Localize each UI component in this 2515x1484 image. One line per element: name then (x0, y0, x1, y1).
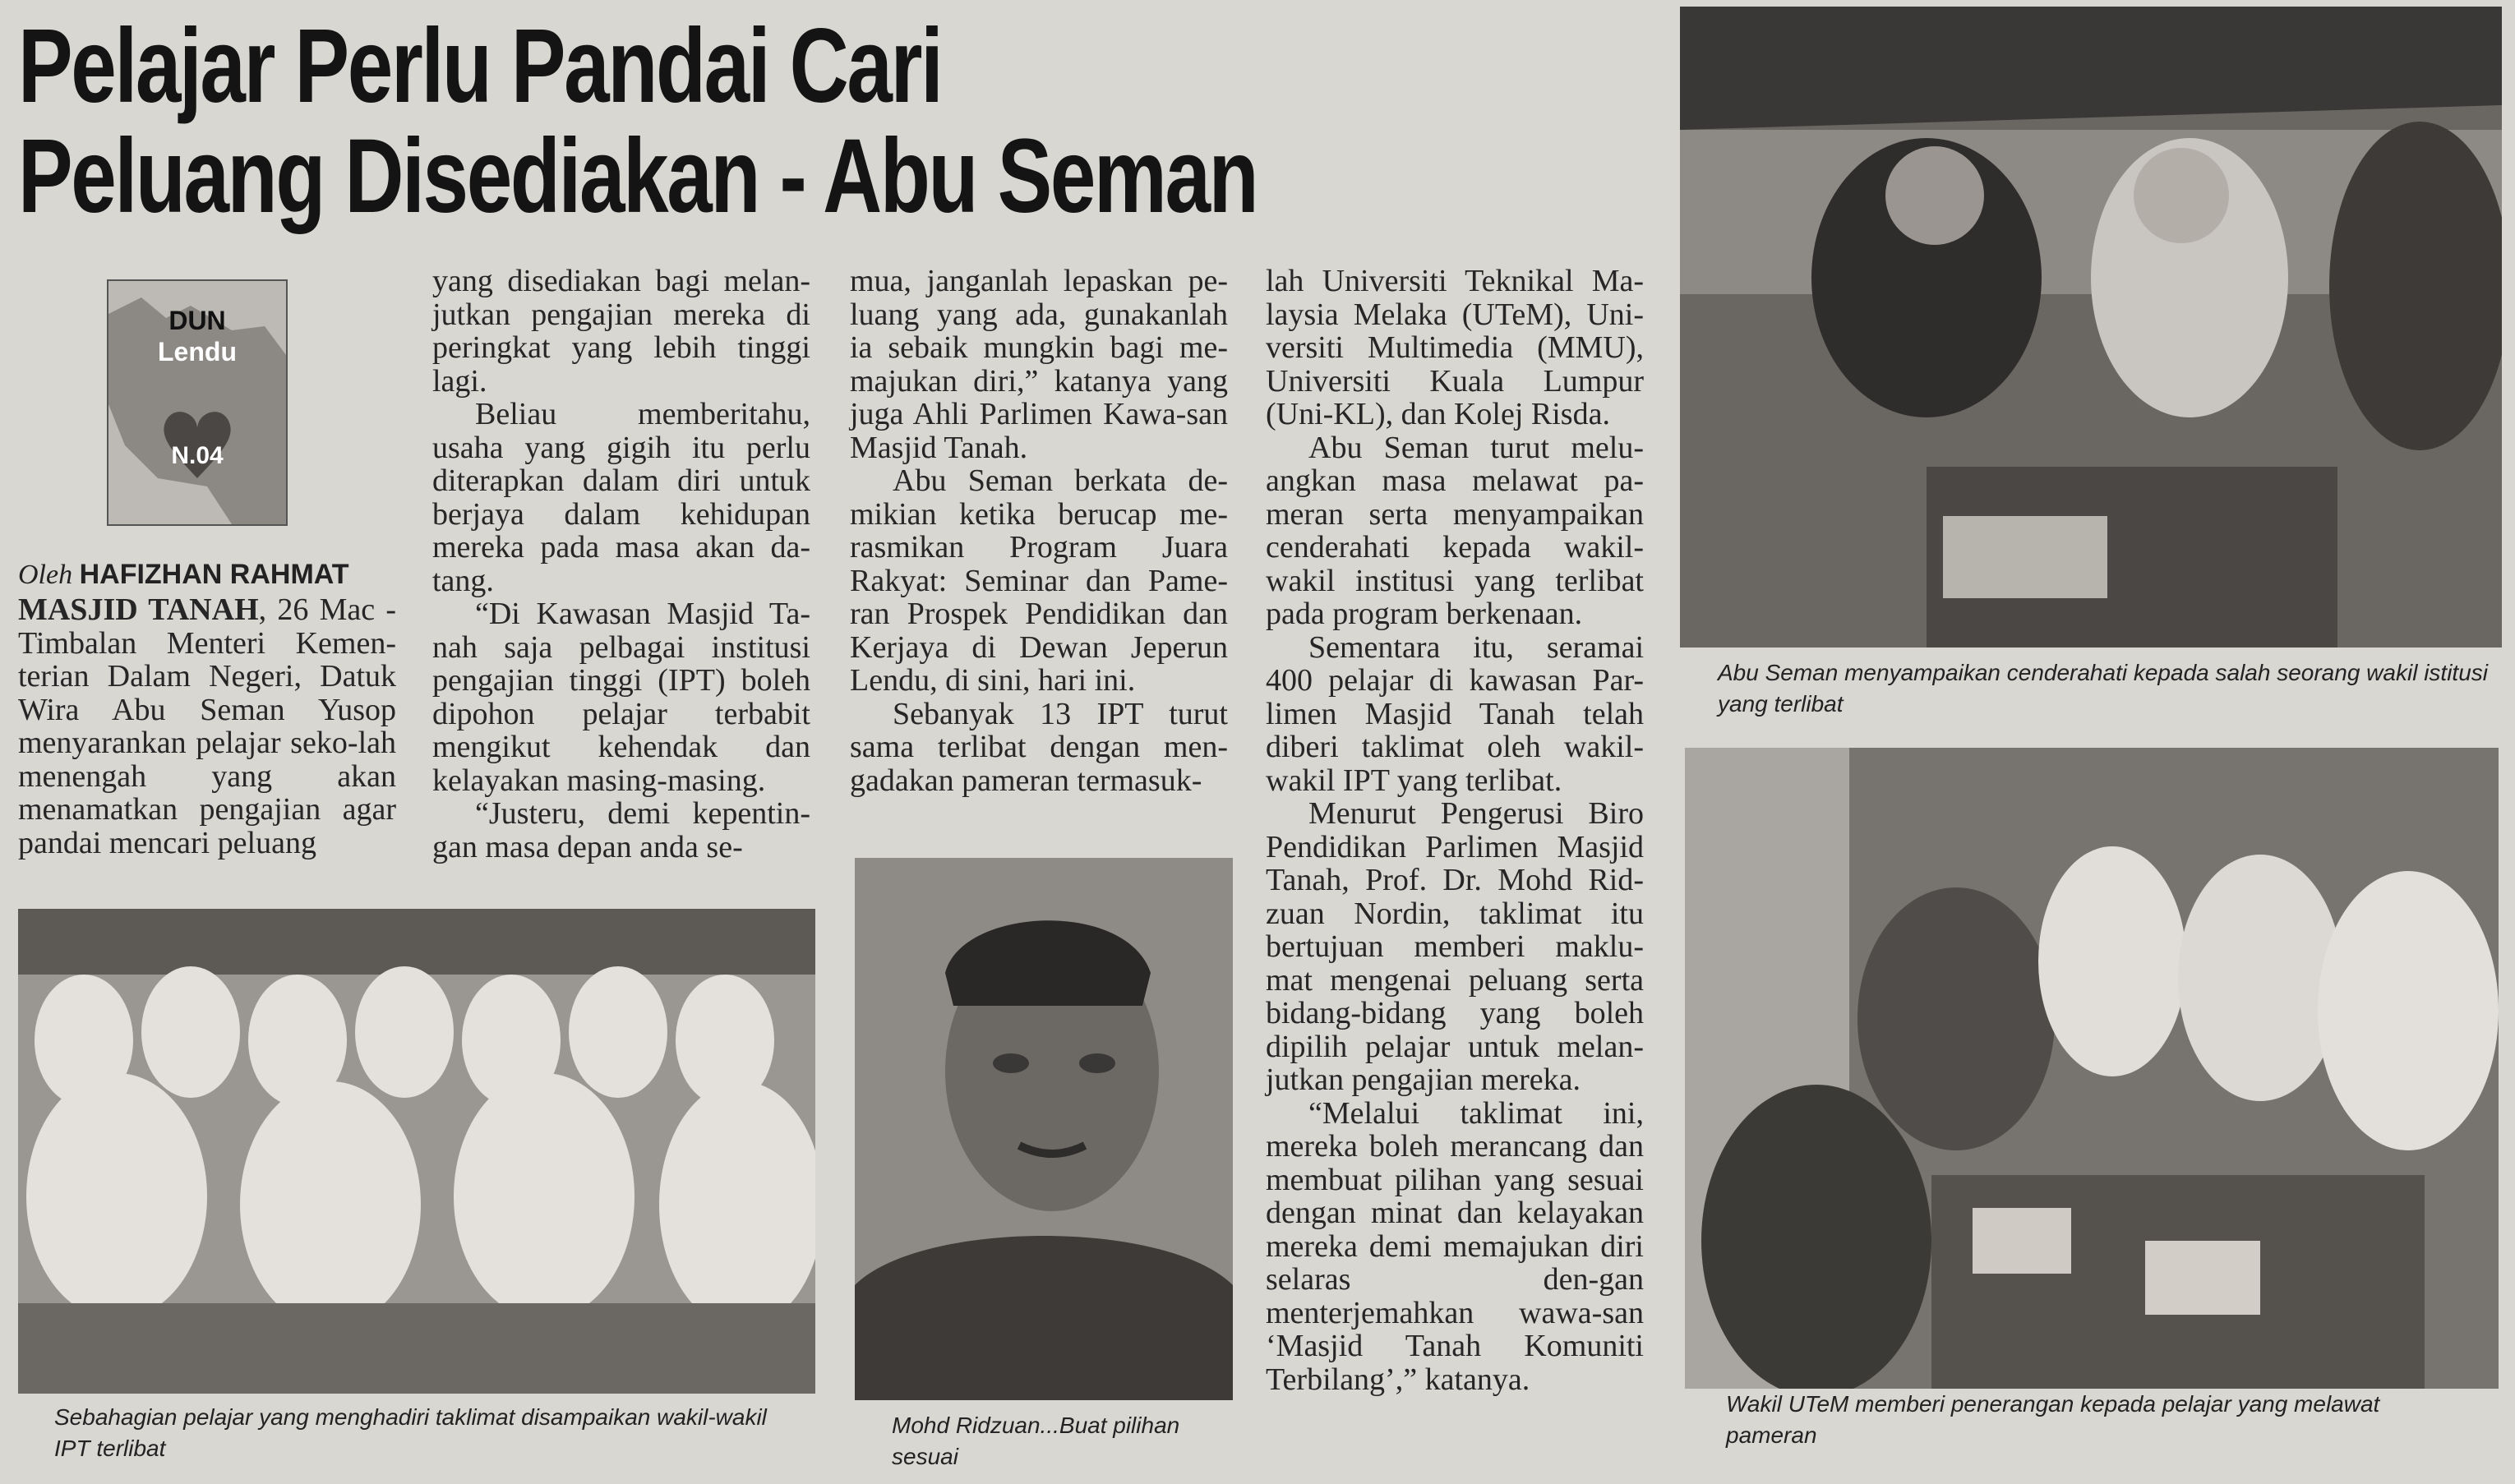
badge-code: N.04 (171, 442, 224, 469)
article-column-2 (432, 265, 810, 864)
article-paragraph: lah Universiti Teknikal Ma-laysia Melaka (UTeM), Uni-versiti Multimedia (MMU), Universiti Kuala Lumpur (Uni-KL), dan Kolej Risda. (1266, 264, 1644, 431)
byline-author: HAFIZHAN RAHMAT (79, 559, 349, 590)
byline-prefix: Oleh (18, 560, 73, 590)
article-paragraph: yang disediakan bagi melan-jutkan pengajian mereka di peringkat yang lebih tinggi lagi. (432, 264, 810, 399)
article-paragraph (18, 593, 396, 860)
article-column-4 (1266, 265, 1644, 1396)
photo-students (18, 909, 815, 1394)
caption-top-right: Abu Seman menyampaikan cenderahati kepada salah seorang wakil istitusi yang terlibat (1718, 660, 2488, 717)
article-paragraph: mua, janganlah lepaskan pe-luang yang ada, gunakanlah ia sebaik mungkin bagi me-majukan diri,” katanya yang juga Ahli Parlimen Kawa-san Masjid Tanah. (850, 264, 1228, 465)
photo-image (855, 858, 1233, 1400)
article-paragraph: Sementara itu, seramai 400 pelajar di kawasan Par-limen Masjid Tanah telah diberi taklimat oleh wakil-wakil IPT yang terlibat. (1266, 629, 1644, 798)
dun-badge (107, 279, 288, 526)
badge-line-2: Lendu (158, 337, 237, 366)
badge-line-1: DUN (168, 306, 226, 335)
article-paragraph: “Justeru, demi kepentin-gan masa depan anda se- (432, 796, 810, 864)
article-column-3 (850, 265, 1228, 797)
article-paragraph: Sebanyak 13 IPT turut sama terlibat dengan men-gadakan pameran termasuk- (850, 696, 1228, 798)
article-column-1 (18, 593, 396, 860)
photo-utem-booth (1685, 748, 2499, 1389)
caption-bottom-left: Sebahagian pelajar yang menghadiri taklimat disampaikan wakil-wakil IPT terlibat (54, 1404, 767, 1461)
article-paragraph: Abu Seman turut melu-angkan masa melawat pa-meran serta menyampaikan cenderahati kepada wakil-wakil institusi yang terlibat pada program berkenaan. (1266, 430, 1644, 631)
photo-image (18, 909, 815, 1394)
photo-image (1685, 748, 2499, 1389)
caption-bottom-right: Wakil UTeM memberi penerangan kepada pelajar yang melawat pameran (1726, 1391, 2380, 1448)
article-paragraph: Abu Seman berkata de-mikian ketika berucap me-rasmikan Program Juara Rakyat: Seminar dan Pame-ran Prospek Pendidikan dan Kerjaya di Dewan Jeperun Lendu, di sini, hari ini. (850, 463, 1228, 698)
article-paragraph: “Di Kawasan Masjid Ta-nah saja pelbagai institusi pengajian tinggi (IPT) boleh dipohon pelajar terbabit mengikut kehendak dan kelayakan masing-masing. (432, 597, 810, 798)
photo-image (1680, 7, 2502, 648)
photo-souvenir-presentation (1680, 7, 2502, 648)
headline (18, 7, 1300, 235)
byline (18, 559, 371, 591)
article-paragraph: “Melalui taklimat ini, mereka boleh merancang dan membuat pilihan yang sesuai dengan minat dan kelayakan mereka demi memajukan diri selaras den-gan menterjemahkan wawa-san ‘Masjid Tanah Komuniti Terbilang’,” katanya. (1266, 1095, 1644, 1397)
caption-bottom-middle: Mohd Ridzuan...Buat pilihan sesuai (892, 1413, 1180, 1469)
article-paragraph: Beliau memberitahu, usaha yang gigih itu perlu diterapkan dalam diri untuk berjaya dalam kehidupan mereka pada masa akan da-tang. (432, 397, 810, 598)
lede-text: , 26 Mac - Timbalan Menteri Kemen-terian Dalam Negeri, Datuk Wira Abu Seman Yusop menyarankan pelajar seko-lah menengah yang akan menamatkan pengajian agar pandai mencari peluang (18, 592, 396, 860)
article-paragraph: Menurut Pengerusi Biro Pendidikan Parlimen Masjid Tanah, Prof. Dr. Mohd Rid-zuan Nordin, taklimat itu bertujuan memberi maklu-mat mengenai peluang serta bidang-bidang yang boleh dipilih pelajar untuk melan-jutkan pengajian mereka. (1266, 796, 1644, 1097)
photo-mohd-ridzuan (855, 858, 1233, 1400)
headline-line-1: Pelajar Perlu Pandai Cari (18, 7, 942, 125)
headline-line-2: Peluang Disediakan - Abu Seman (18, 118, 1258, 235)
dateline: MASJID TANAH (18, 592, 259, 627)
